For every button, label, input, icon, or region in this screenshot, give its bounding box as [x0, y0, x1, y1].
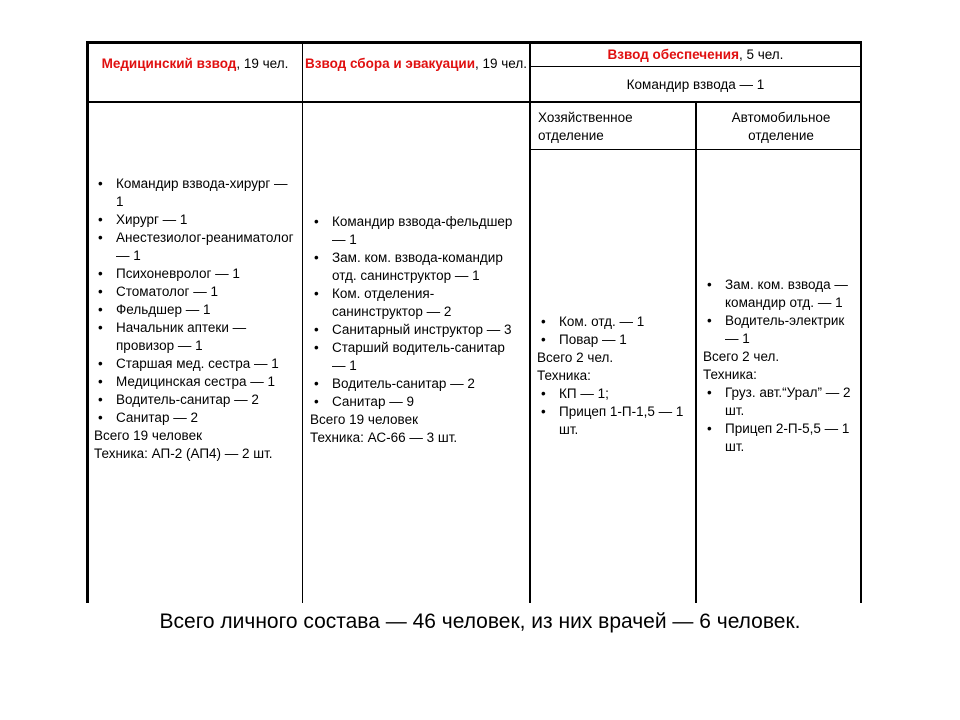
header-support-platoon	[532, 46, 859, 64]
list-item: • Старший водитель-санитар — 1	[310, 339, 520, 375]
evacuation-platoon-content	[310, 213, 520, 447]
personnel-summary: Всего личного состава — 46 человек, из них врачей — 6 человек.	[159, 610, 801, 633]
list-item: • Повар — 1	[537, 331, 689, 349]
list-item: • Медицинская сестра — 1	[94, 373, 294, 391]
list-item: • Командир взвода-фельдшер — 1	[310, 213, 520, 249]
header-support-title: Взвод обеспечения	[607, 47, 739, 62]
subheader-bottom	[530, 149, 861, 150]
list-item: • Анестезиолог-реаниматолог — 1	[94, 229, 294, 265]
header-support-count: , 5 чел.	[738, 47, 784, 62]
medical-tech: Техника: АП-2 (АП4) — 2 шт.	[94, 446, 273, 461]
list-item: • Санитарный инструктор — 3	[310, 321, 520, 339]
table-left-border	[86, 41, 89, 603]
header-medical-platoon	[90, 55, 300, 73]
household-total: Всего 2 чел.	[537, 350, 614, 365]
table-top-border	[86, 41, 862, 44]
list-item: • Прицеп 2-П-5,5 — 1 шт.	[703, 420, 855, 456]
list-item: • Водитель-электрик — 1	[703, 312, 855, 348]
list-item: • Психоневролог — 1	[94, 265, 294, 283]
table-col-divider-3	[695, 101, 697, 603]
table-col-divider-2	[529, 43, 531, 603]
list-item: • Санитар — 9	[310, 393, 520, 411]
subheader-automobile: Автомобильное отделение	[731, 110, 831, 143]
list-item: • Старшая мед. сестра — 1	[94, 355, 294, 373]
header-evacuation-platoon	[304, 55, 528, 73]
evacuation-total: Всего 19 человек	[310, 412, 418, 427]
list-item: • Фельдшер — 1	[94, 301, 294, 319]
table-header-bottom	[86, 101, 862, 103]
support-commander: Командир взвода — 1	[626, 77, 765, 92]
list-item: • Стоматолог — 1	[94, 283, 294, 301]
header-evacuation-title: Взвод сбора и эвакуации	[304, 56, 475, 71]
list-item: • Командир взвода-хирург — 1	[94, 175, 294, 211]
list-item: • Ком. отделения-санинструктор — 2	[310, 285, 520, 321]
list-item: • Зам. ком. взвода-командир отд. санинструктор — 1	[310, 249, 520, 285]
medical-platoon-content	[94, 175, 294, 463]
household-section-content	[537, 313, 689, 439]
household-tech-label: Техника:	[537, 368, 591, 383]
header-evacuation-count: , 19 чел.	[475, 56, 527, 71]
list-item: • Груз. авт.“Урал” — 2 шт.	[703, 384, 855, 420]
header-medical-title: Медицинский взвод	[101, 56, 237, 71]
automobile-total: Всего 2 чел.	[703, 349, 780, 364]
list-item: • Прицеп 1-П-1,5 — 1 шт.	[537, 403, 689, 439]
list-item: • Водитель-санитар — 2	[310, 375, 520, 393]
table-col-divider-1	[302, 43, 303, 603]
list-item: • Зам. ком. взвода — командир отд. — 1	[703, 276, 855, 312]
evacuation-tech: Техника: АС-66 — 3 шт.	[310, 430, 458, 445]
subheader-household: Хозяйственное отделение	[538, 110, 633, 143]
table-right-border	[860, 43, 862, 603]
list-item: • Начальник аптеки — провизор — 1	[94, 319, 294, 355]
list-item: • Санитар — 2	[94, 409, 294, 427]
list-item: • Хирург — 1	[94, 211, 294, 229]
header-medical-count: , 19 чел.	[236, 56, 289, 71]
medical-total: Всего 19 человек	[94, 428, 202, 443]
automobile-tech-label: Техника:	[703, 367, 757, 382]
list-item: • Водитель-санитар — 2	[94, 391, 294, 409]
list-item: • КП — 1;	[537, 385, 689, 403]
automobile-section-content	[703, 276, 855, 456]
col3-commander-top	[530, 66, 861, 67]
list-item: • Ком. отд. — 1	[537, 313, 689, 331]
